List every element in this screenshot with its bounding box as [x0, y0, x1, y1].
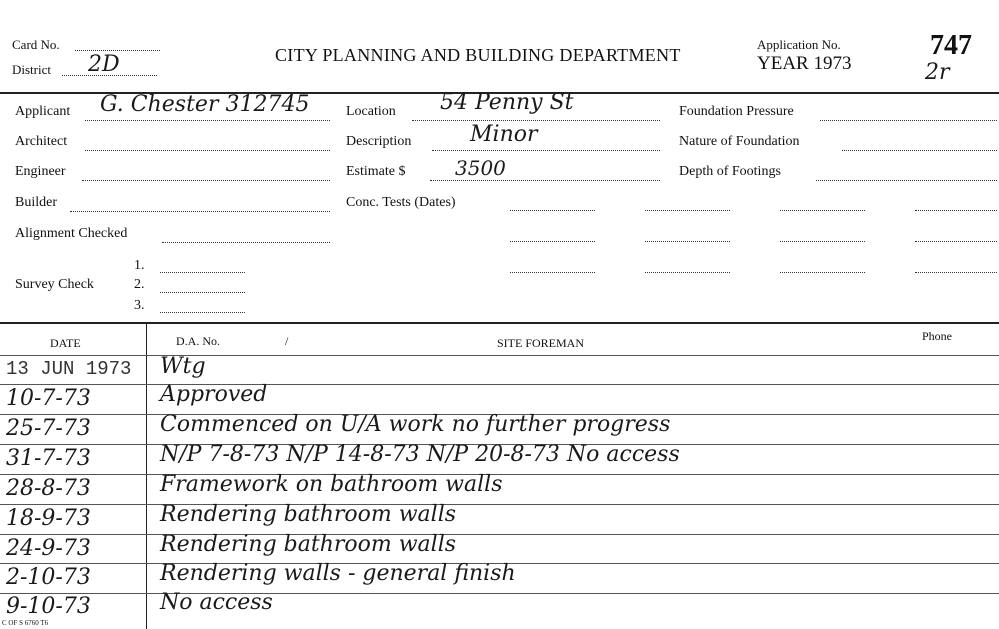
- architect-label: Architect: [15, 134, 68, 149]
- location-value: 54 Penny St: [440, 90, 574, 115]
- log-row-date: 28-8-73: [6, 476, 91, 501]
- date-column-divider: [146, 323, 147, 629]
- applicant-line: [85, 120, 330, 121]
- survey-line-1: [160, 272, 245, 273]
- estimate-value: 3500: [455, 156, 506, 180]
- conc-test-line: [510, 210, 595, 211]
- conc-test-line: [645, 241, 730, 242]
- row-divider: [0, 355, 999, 356]
- card-no-line: [75, 50, 160, 51]
- log-row-entry: N/P 7-8-73 N/P 14-8-73 N/P 20-8-73 No access: [160, 442, 680, 467]
- log-row-entry: No access: [160, 590, 273, 615]
- conc-test-line: [780, 210, 865, 211]
- log-row-date: 9-10-73: [6, 594, 91, 619]
- col-phone-header: Phone: [922, 329, 952, 343]
- conc-test-line: [510, 241, 595, 242]
- card-no-label: Card No.: [12, 37, 60, 52]
- survey-line-2: [160, 292, 245, 293]
- location-label: Location: [346, 104, 396, 119]
- conc-test-line: [915, 210, 997, 211]
- depth-of-footings-label: Depth of Footings: [679, 164, 781, 179]
- survey-label: Survey Check: [15, 277, 94, 292]
- log-row-date: 18-9-73: [6, 506, 91, 531]
- conc-test-line: [915, 272, 997, 273]
- survey-line-3: [160, 312, 245, 313]
- conc-test-line: [645, 272, 730, 273]
- applicant-value: G. Chester 312745: [100, 92, 310, 117]
- nature-of-foundation-line: [842, 150, 997, 151]
- survey-item-1: 1.: [134, 258, 145, 273]
- row-divider: [0, 534, 999, 535]
- description-value: Minor: [470, 122, 538, 147]
- log-row-entry: Rendering bathroom walls: [160, 502, 457, 527]
- builder-line: [70, 211, 330, 212]
- conc-test-line: [915, 241, 997, 242]
- log-row-entry: Rendering walls - general finish: [160, 561, 516, 586]
- log-row-date: 2-10-73: [6, 565, 91, 590]
- estimate-line: [430, 180, 660, 181]
- engineer-label: Engineer: [15, 164, 66, 179]
- conc-test-line: [510, 272, 595, 273]
- col-da-header: D.A. No.: [176, 334, 220, 348]
- application-number: 747: [930, 30, 972, 61]
- conc-test-line: [780, 241, 865, 242]
- log-row-entry: Commenced on U/A work no further progress: [160, 412, 671, 437]
- district-label: District: [12, 62, 51, 77]
- log-row-entry: Approved: [160, 382, 268, 407]
- row-divider: [0, 384, 999, 385]
- survey-item-3: 3.: [134, 298, 145, 313]
- department-title: CITY PLANNING AND BUILDING DEPARTMENT: [275, 45, 681, 65]
- log-row-date: 31-7-73: [6, 446, 91, 471]
- description-label: Description: [346, 134, 412, 149]
- log-table-top-border: [0, 322, 999, 324]
- builder-label: Builder: [15, 195, 57, 210]
- row-divider: [0, 504, 999, 505]
- year-label: YEAR 1973: [757, 53, 852, 74]
- alignment-label: Alignment Checked: [15, 226, 128, 241]
- conc-test-line: [645, 210, 730, 211]
- foundation-pressure-label: Foundation Pressure: [679, 104, 794, 119]
- col-slash-header: /: [285, 334, 289, 348]
- nature-of-foundation-label: Nature of Foundation: [679, 134, 800, 149]
- engineer-line: [82, 180, 330, 181]
- col-foreman-header: SITE FOREMAN: [497, 336, 585, 350]
- architect-line: [85, 150, 330, 151]
- description-line: [432, 150, 660, 151]
- applicant-label: Applicant: [15, 104, 71, 119]
- log-row-date: 13 JUN 1973: [6, 358, 132, 380]
- location-line: [412, 120, 660, 121]
- survey-item-2: 2.: [134, 277, 145, 292]
- foundation-pressure-line: [820, 120, 997, 121]
- log-row-date: 24-9-73: [6, 536, 91, 561]
- conc-tests-label: Conc. Tests (Dates): [346, 195, 456, 210]
- row-divider: [0, 593, 999, 594]
- log-row-date: 25-7-73: [6, 416, 91, 441]
- log-row-entry: Wtg: [160, 354, 206, 379]
- depth-of-footings-line: [816, 180, 997, 181]
- log-row-date: 10-7-73: [6, 386, 91, 411]
- application-mark: 2r: [925, 60, 950, 85]
- alignment-line: [162, 242, 330, 243]
- form-code: C OF S 6760 T6: [2, 619, 49, 627]
- log-row-entry: Rendering bathroom walls: [160, 532, 457, 557]
- log-row-entry: Framework on bathroom walls: [160, 472, 503, 497]
- estimate-label: Estimate $: [346, 164, 406, 179]
- conc-test-line: [780, 272, 865, 273]
- application-no-label: Application No.: [757, 37, 841, 52]
- col-date-header: DATE: [50, 336, 81, 350]
- district-value: 2D: [88, 52, 120, 77]
